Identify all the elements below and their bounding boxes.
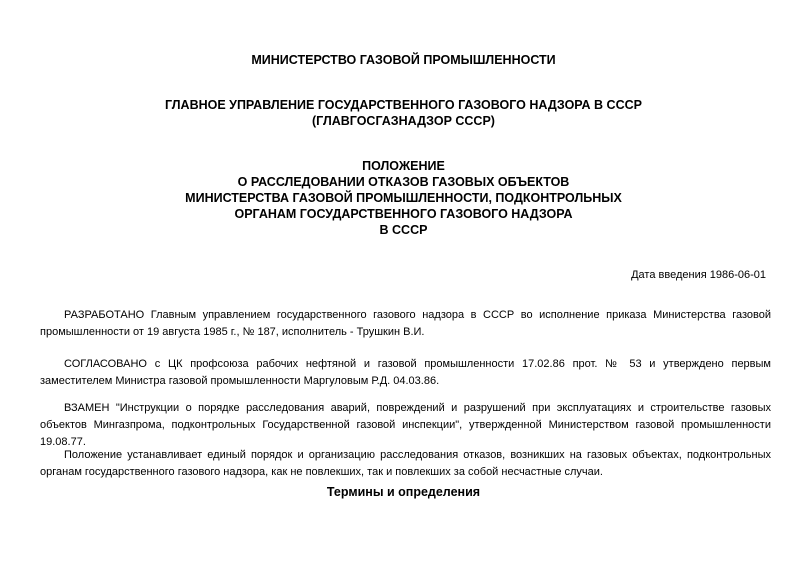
document-title-line: МИНИСТЕРСТВА ГАЗОВОЙ ПРОМЫШЛЕННОСТИ, ПОДКОНТРОЛЬНЫХ <box>185 191 622 205</box>
directorate-title: ГЛАВНОЕ УПРАВЛЕНИЕ ГОСУДАРСТВЕННОГО ГАЗОВОГО НАДЗОРА В СССР <box>165 98 642 112</box>
date-introduced: Дата введения 1986-06-01 <box>631 269 766 281</box>
document-title-line: ОРГАНАМ ГОСУДАРСТВЕННОГО ГАЗОВОГО НАДЗОРА <box>234 207 573 221</box>
paragraph-developed: РАЗРАБОТАНО Главным управлением государственного газового надзора в СССР во исполнение приказа Министерства газовой промышленности от 19 августа 1985 г., № 187, исполнитель - Трушкин В.И. <box>40 309 771 338</box>
paragraph-scope: Положение устанавливает единый порядок и организацию расследования отказов, возникших на газовых объектах, подконтрольных органам государственного газового надзора, как не повлекших, так и повлекших за собой несчастные случаи. <box>40 449 771 478</box>
document-title-line: В СССР <box>379 223 428 237</box>
directorate-heading <box>0 97 807 129</box>
directorate-abbreviation: (ГЛАВГОСГАЗНАДЗОР СССР) <box>312 114 495 128</box>
document-title-line: О РАССЛЕДОВАНИИ ОТКАЗОВ ГАЗОВЫХ ОБЪЕКТОВ <box>237 175 570 189</box>
document-title-line: ПОЛОЖЕНИЕ <box>362 159 445 173</box>
paragraph-replaces: ВЗАМЕН "Инструкции о порядке расследования аварий, повреждений и разрушений при эксплуатациях и строительстве газовых объектов Мингазпрома, подконтрольных Государственной газовой инспекции", утвержденной Министерством газовой промышленности 19.08.77. <box>40 402 771 448</box>
section-heading-terms: Термины и определения <box>326 485 481 499</box>
ministry-heading <box>0 52 807 68</box>
document-title <box>0 158 807 238</box>
paragraph-agreed: СОГЛАСОВАНО с ЦК профсоюза рабочих нефтяной и газовой промышленности 17.02.86 прот. № 53 и утверждено первым заместителем Министра газовой промышленности Маргуловым Р.Д. 04.03.86. <box>40 358 771 387</box>
ministry-title: МИНИСТЕРСТВО ГАЗОВОЙ ПРОМЫШЛЕННОСТИ <box>251 53 556 67</box>
